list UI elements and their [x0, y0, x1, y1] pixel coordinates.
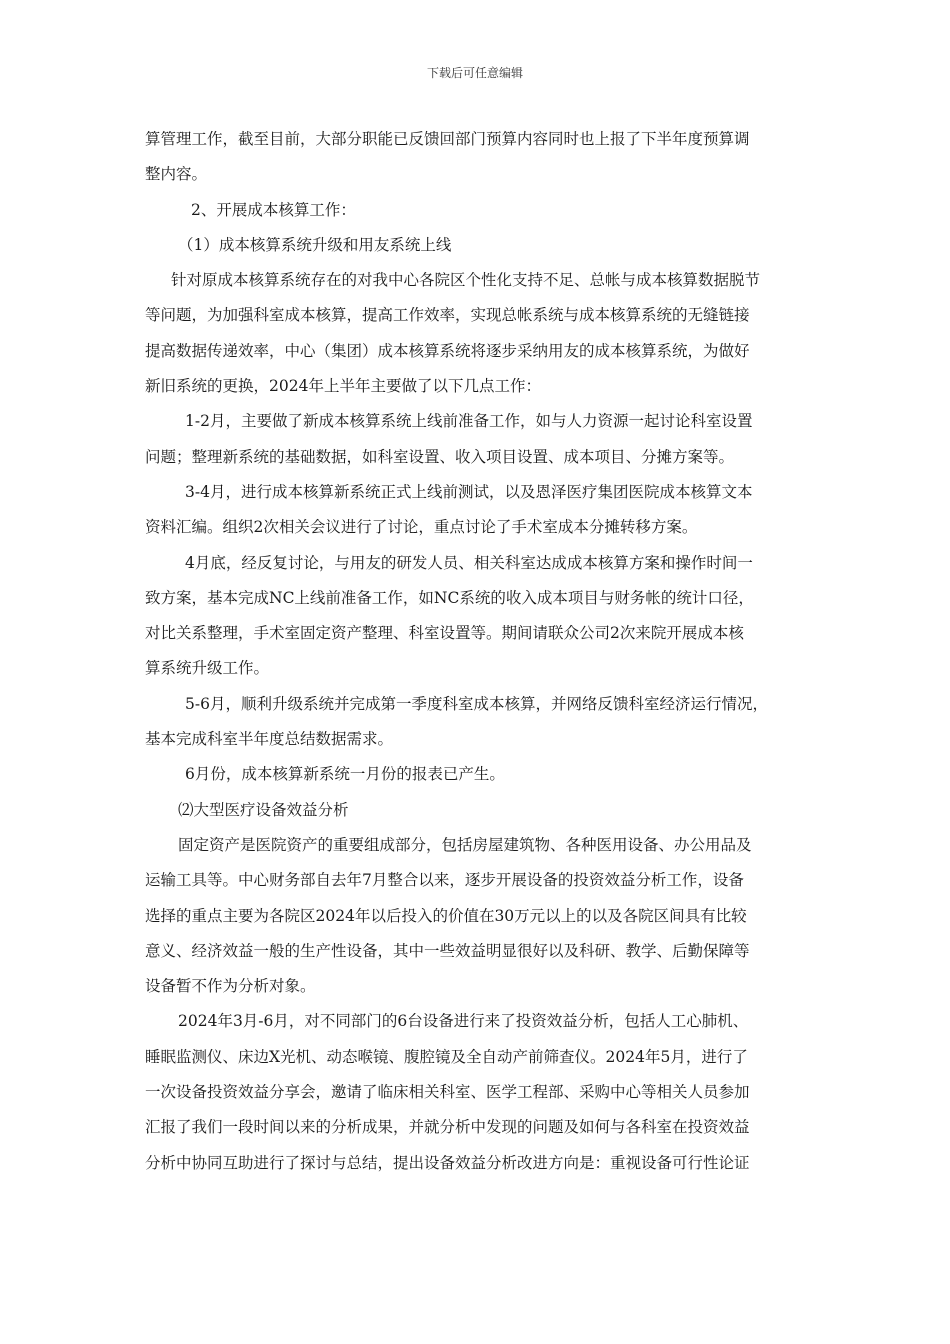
text-line: 问题；整理新系统的基础数据，如科室设置、收入项目设置、成本项目、分摊方案等。 [145, 447, 735, 466]
text-line: 3-4月，进行成本核算新系统正式上线前测试，以及恩泽医疗集团医院成本核算文本 [185, 482, 753, 501]
text-line: 5-6月，顺利升级系统并完成第一季度科室成本核算，并网络反馈科室经济运行情况， [185, 694, 768, 713]
text-line: 2024年3月-6月，对不同部门的6台设备进行来了投资效益分析，包括人工心肺机、 [178, 1012, 749, 1031]
text-line: 一次设备投资效益分享会，邀请了临床相关科室、医学工程部、采购中心等相关人员参加 [145, 1083, 750, 1102]
text-line: 汇报了我们一段时间以来的分析成果，并就分析中发现的问题及如何与各科室在投资效益 [145, 1118, 750, 1137]
page-header-note: 下载后可任意编辑 [426, 66, 523, 80]
text-line: 基本完成科室半年度总结数据需求。 [145, 730, 394, 749]
text-line: 算系统升级工作。 [145, 659, 270, 678]
text-line: 对比关系整理，手术室固定资产整理、科室设置等。期间请联众公司2次来院开展成本核 [145, 624, 744, 643]
text-line: 致方案，基本完成NC上线前准备工作，如NC系统的收入成本项目与财务帐的统计口径， [145, 588, 754, 607]
text-line: 等问题，为加强科室成本核算，提高工作效率，实现总帐系统与成本核算系统的无缝链接 [145, 306, 750, 325]
text-line: 固定资产是医院资产的重要组成部分，包括房屋建筑物、各种医用设备、办公用品及 [178, 835, 752, 854]
text-line: 意义、经济效益一般的生产性设备，其中一些效益明显很好以及科研、教学、后勤保障等 [145, 941, 750, 960]
text-line: 运输工具等。中心财务部自去年7月整合以来，逐步开展设备的投资效益分析工作，设备 [145, 871, 744, 890]
text-line: 新旧系统的更换，2024年上半年主要做了以下几点工作： [145, 377, 541, 396]
text-line: 资料汇编。组织2次相关会议进行了讨论，重点讨论了手术室成本分摊转移方案。 [145, 518, 698, 537]
subsection-heading: ⑵大型医疗设备效益分析 [178, 800, 349, 819]
text-line: 分析中协同互助进行了探讨与总结，提出设备效益分析改进方向是：重视设备可行性论证 [145, 1153, 750, 1172]
text-line: 算管理工作，截至目前，大部分职能已反馈回部门预算内容同时也上报了下半年度预算调 [145, 130, 750, 148]
text-line: 睡眠监测仪、床边X光机、动态喉镜、腹腔镜及全自动产前筛查仪。2024年5月，进行了 [145, 1047, 748, 1066]
document-body [145, 122, 815, 1181]
text-line: 4月底，经反复讨论，与用友的研发人员、相关科室达成成本核算方案和操作时间一 [185, 553, 753, 572]
text-line: 设备暂不作为分析对象。 [145, 977, 316, 996]
subsection-heading: （1）成本核算系统升级和用友系统上线 [178, 235, 452, 254]
text-line: 6月份，成本核算新系统一月份的报表已产生。 [185, 765, 505, 784]
text-line: 整内容。 [145, 165, 208, 184]
text-line: 提高数据传递效率，中心（集团）成本核算系统将逐步采纳用友的成本核算系统，为做好 [145, 341, 750, 360]
text-line: 选择的重点主要为各院区2024年以后投入的价值在30万元以上的以及各院区间具有比较 [145, 906, 747, 925]
text-line: 1-2月，主要做了新成本核算系统上线前准备工作，如与人力资源一起讨论科室设置 [185, 412, 753, 431]
section-heading: 2、开展成本核算工作： [191, 200, 356, 219]
text-line: 针对原成本核算系统存在的对我中心各院区个性化支持不足、总帐与成本核算数据脱节 [171, 271, 761, 290]
